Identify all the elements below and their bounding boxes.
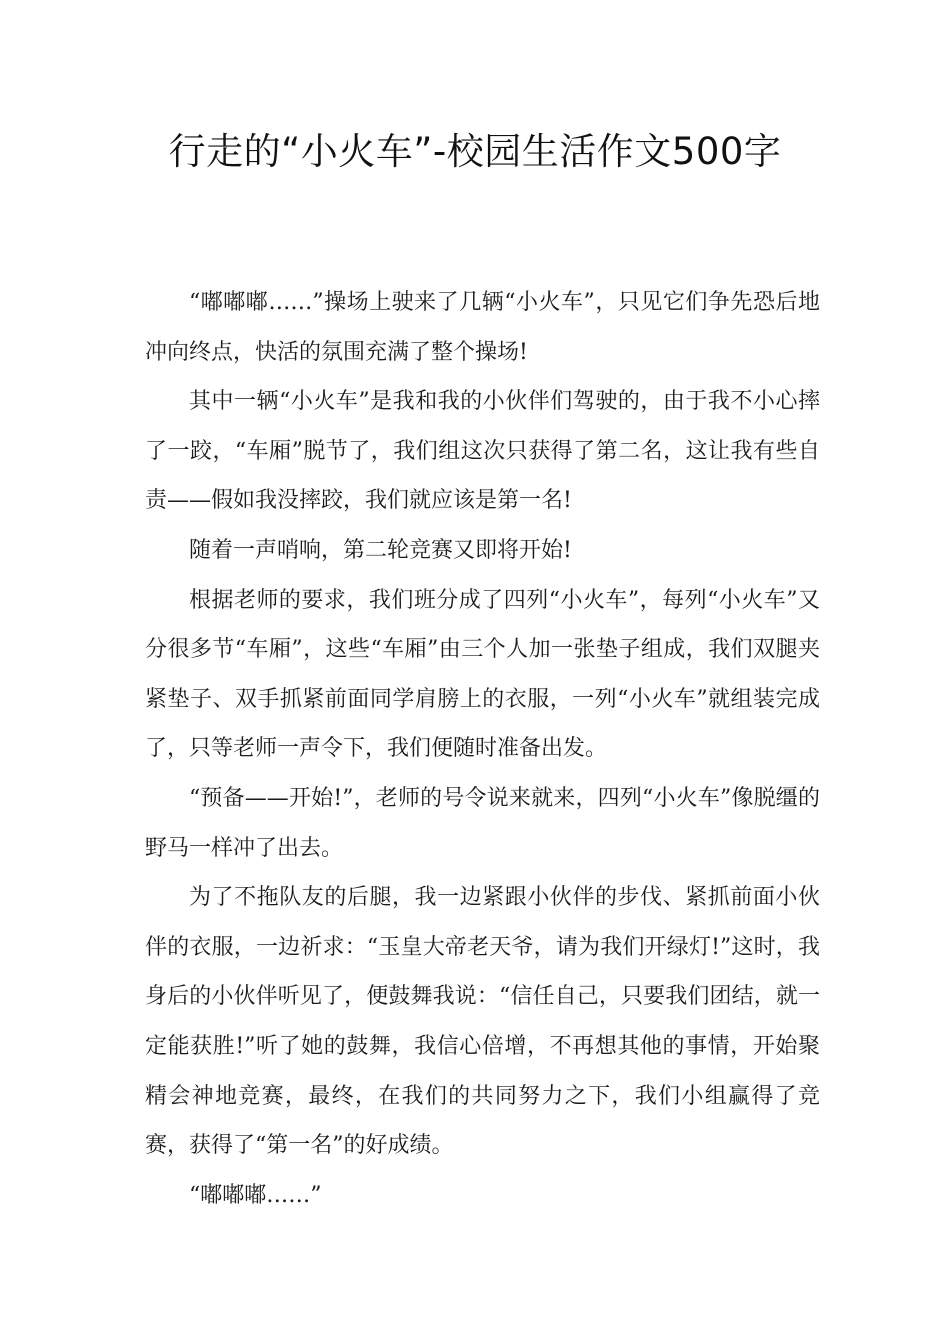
paragraph-7: “嘟嘟嘟……” [189, 1182, 322, 1208]
document-title: 行走的“小火车”-校园生活作文500字 [168, 130, 782, 173]
paragraph-4: 根据老师的要求，我们班分成了四列“小火车”，每列“小火车”又分很多节“车厢”，这些“车厢”由三个人加一张垫子组成，我们双腿夹紧垫子、双手抓紧前面同学肩膀上的衣服，一列“小火车”就组装完成了，只等老师一声令下，我们便随时准备出发。 [145, 587, 820, 762]
paragraph-3: 随着一声哨响，第二轮竞赛又即将开始! [189, 537, 572, 563]
paragraph-6: 为了不拖队友的后腿，我一边紧跟小伙伴的步伐、紧抓前面小伙伴的衣服，一边祈求：“玉皇大帝老天爷，请为我们开绿灯!”这时，我身后的小伙伴听见了，便鼓舞我说：“信任自己，只要我们团结，就一定能获胜!”听了她的鼓舞，我信心倍增，不再想其他的事情，开始聚精会神地竞赛，最终，在我们的共同努力之下，我们小组赢得了竞赛，获得了“第一名”的好成绩。 [145, 885, 820, 1159]
paragraph-5: “预备——开始!”，老师的号令说来就来，四列“小火车”像脱缰的野马一样冲了出去。 [145, 785, 820, 861]
document-body [145, 278, 820, 1220]
paragraph-2: 其中一辆“小火车”是我和我的小伙伴们驾驶的，由于我不小心摔了一跤，“车厢”脱节了，我们组这次只获得了第二名，这让我有些自责——假如我没摔跤，我们就应该是第一名! [145, 389, 820, 514]
paragraph-1: “嘟嘟嘟……”操场上驶来了几辆“小火车”，只见它们争先恐后地冲向终点，快活的氛围充满了整个操场! [145, 290, 820, 365]
